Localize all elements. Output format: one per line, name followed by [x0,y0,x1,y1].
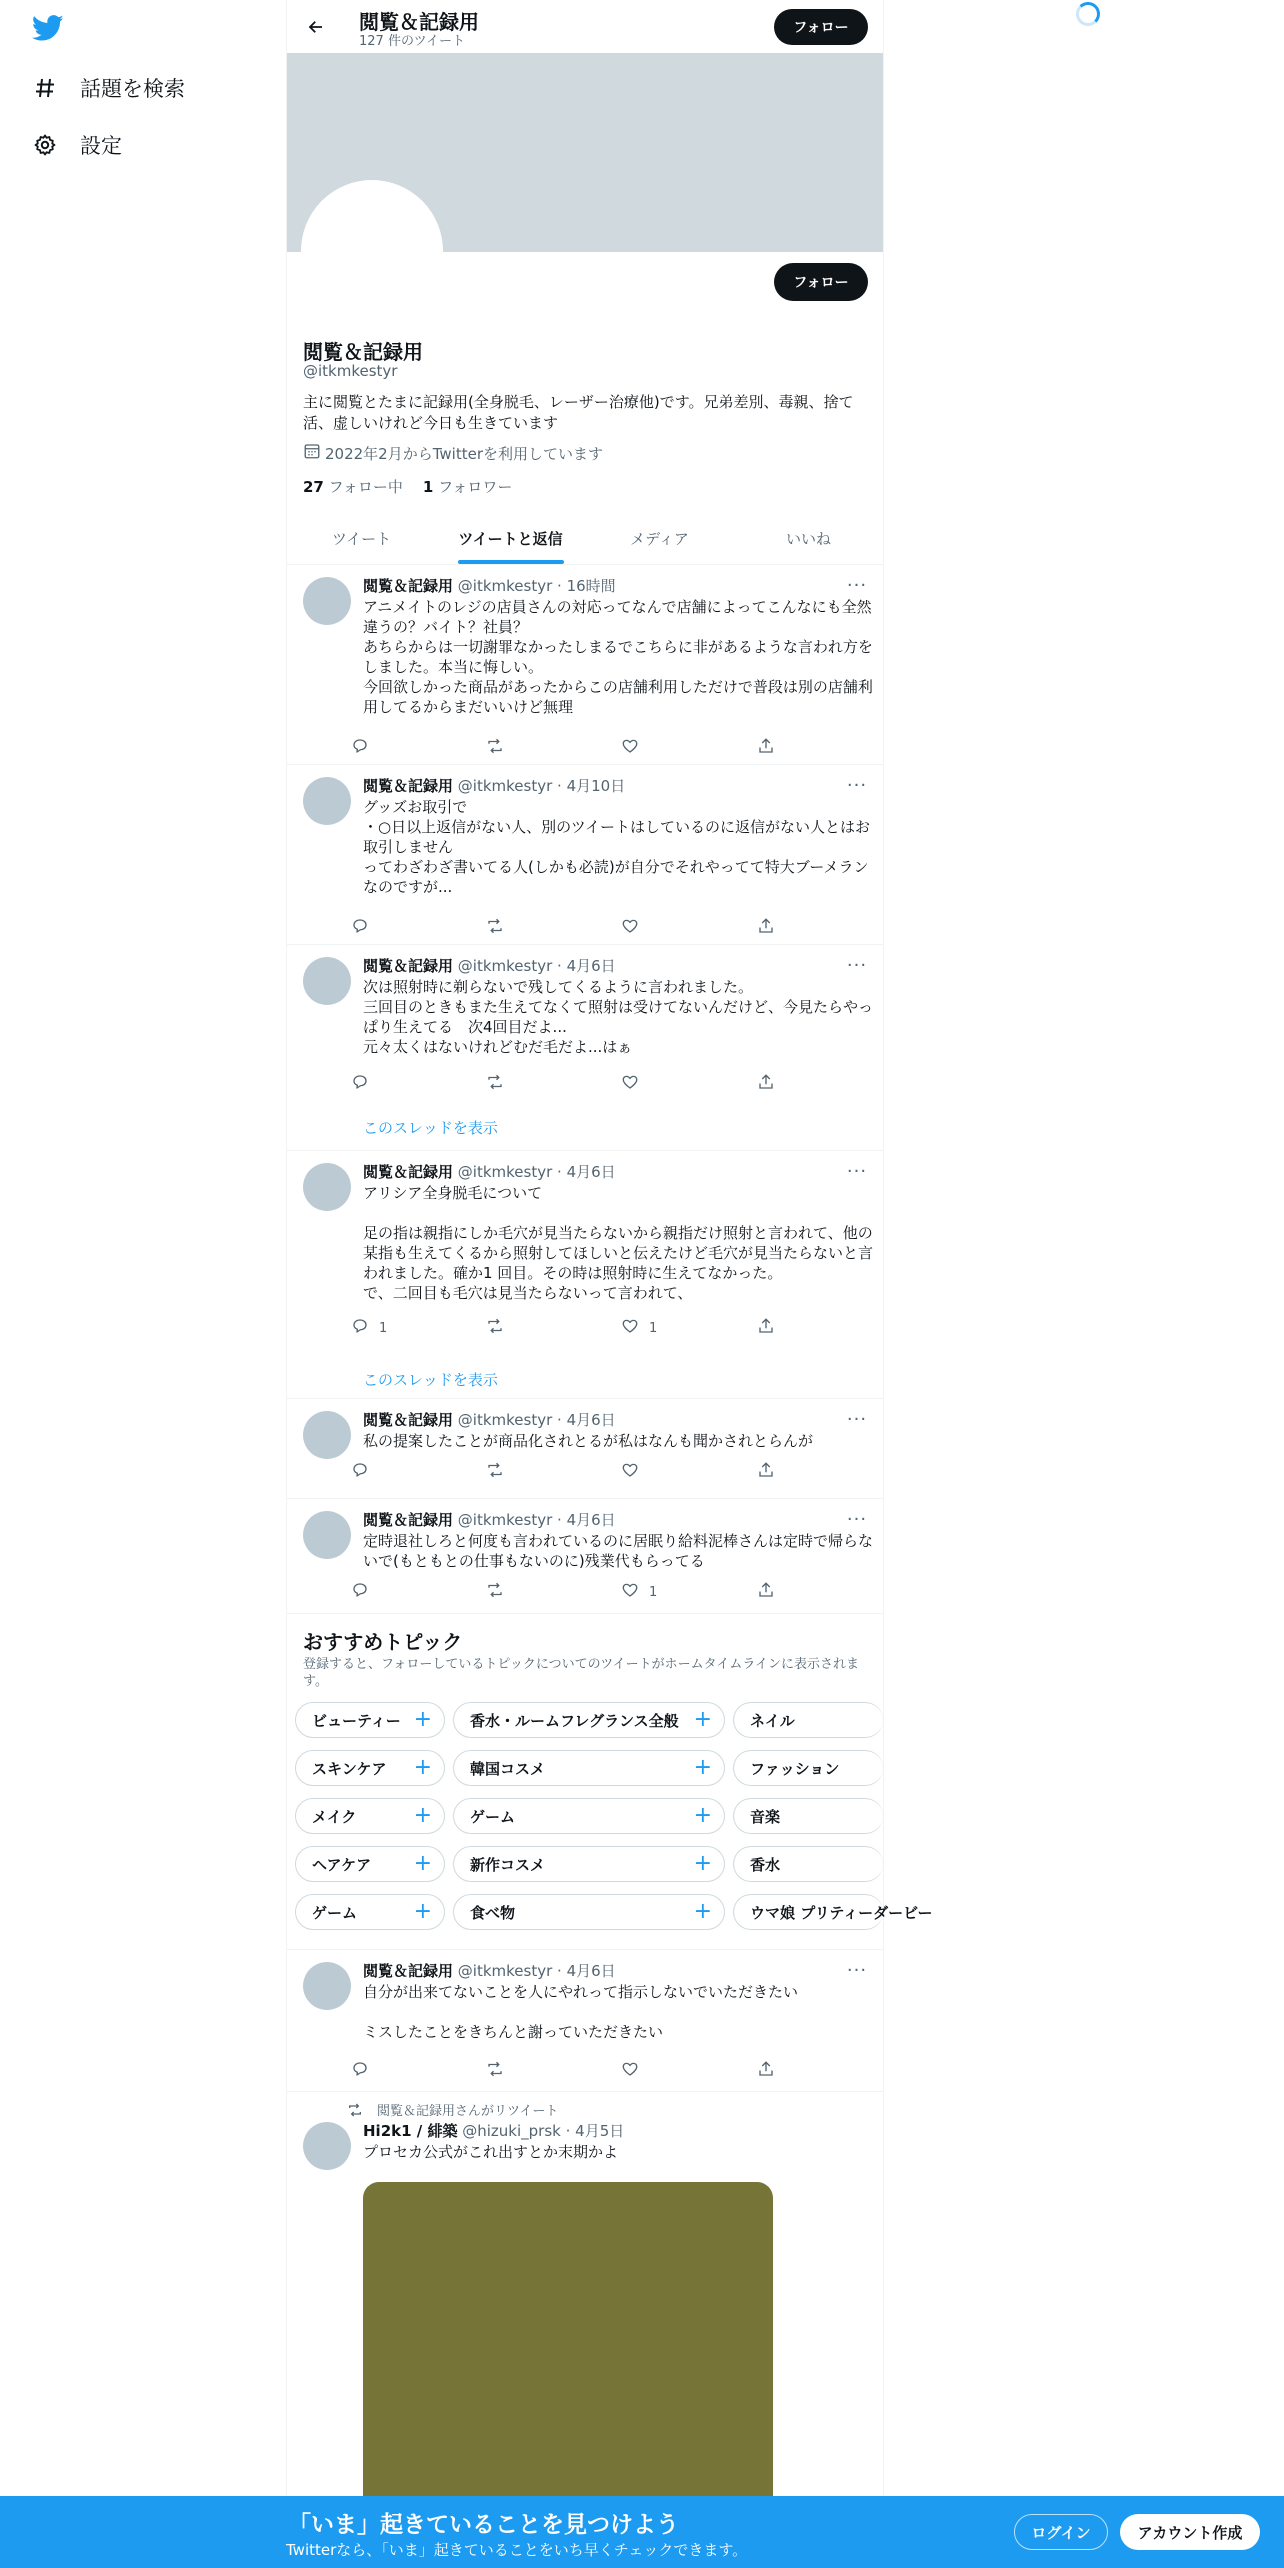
retweet-button[interactable] [485,2056,505,2086]
topics-description: 登録すると、フォローしているトピックについてのツイートがホームタイムラインに表示されます。 [303,1657,860,1689]
more-icon[interactable]: ··· [846,1408,868,1430]
tweet[interactable] [287,1151,883,1399]
following-link[interactable] [303,476,403,497]
retweet-icon [485,1461,505,1483]
share-icon [757,917,775,939]
tweet-avatar[interactable] [303,1163,351,1211]
topic-chip[interactable] [733,1702,883,1738]
reply-button[interactable] [351,1313,387,1343]
topic-chip[interactable] [733,1798,883,1834]
tweet-avatar[interactable] [303,1962,351,2010]
retweet-button[interactable] [485,1313,515,1343]
share-icon [757,737,775,759]
tweet-header [363,775,625,796]
retweet-context-label[interactable]: 閲覧＆記録用さんがリツイート [377,2104,559,2119]
tweet-author-name[interactable]: 閲覧＆記録用 [363,1163,454,1181]
show-thread-link[interactable]: このスレッドを表示 [363,1371,498,1389]
tweet-author-name[interactable]: 閲覧＆記録用 [363,957,454,975]
tweet-actions [351,733,821,763]
like-button[interactable] [621,1069,649,1099]
nav-explore[interactable] [32,68,185,108]
more-icon[interactable]: ··· [846,774,868,796]
calendar-icon [303,442,321,464]
tweet-author-name[interactable]: Hi2k1 / 緋築 [363,2122,458,2140]
tweet-actions [351,913,821,943]
profile-tabs [287,512,883,565]
share-button[interactable] [757,1313,775,1343]
more-icon[interactable]: ··· [846,1508,868,1530]
nav-settings-label: 設定 [80,134,122,158]
retweet-button[interactable] [485,1069,515,1099]
heart-icon [621,1461,639,1483]
like-button[interactable] [621,1457,649,1487]
tweet-text: プロセカ公式がこれ出すとか末期かよ [363,2143,619,2161]
tweet-header [363,1161,616,1182]
tweet-header [363,1960,616,1981]
tweet-avatar[interactable] [303,777,351,825]
signup-button[interactable]: アカウント作成 [1120,2514,1260,2550]
plus-icon[interactable]: + [693,1803,712,1828]
tweet[interactable] [287,765,883,945]
like-button[interactable] [621,1577,657,1607]
more-icon[interactable]: ··· [846,1160,868,1182]
profile-handle: @itkmkestyr [303,362,398,380]
tweet-meta[interactable]: @itkmkestyr · 16時間 [457,577,616,595]
tweet-text: 私の提案したことが商品化されとるが私はなんも聞かされとらんが [363,1432,814,1450]
retweet-button[interactable] [485,1457,515,1487]
tweet[interactable] [287,945,883,1151]
tweet-author-name[interactable]: 閲覧＆記録用 [363,577,454,595]
loading-spinner-icon [1076,2,1100,26]
like-count: 1 [649,1320,658,1336]
topic-chip[interactable] [733,1846,883,1882]
topic-label: 音楽 [750,1807,781,1826]
tweet-media-image[interactable] [363,2182,773,2512]
topic-label: ゲーム [312,1903,358,1922]
tweet-text: アニメイトのレジの店員さんの対応ってなんで店舗によってこんなにも全然違うの？バイト？社員？ あちらからは一切謝罪なかったしまるでこちらに非があるような言われ方をしました。本当に悔しい。 今回欲しかった商品があったからこの店舗利用しただけで普段は別の店舗利用してるからまだいいけど無理 [363,598,873,716]
tweet-meta[interactable]: @itkmkestyr · 4月6日 [457,957,616,975]
plus-icon[interactable]: + [413,1851,432,1876]
topic-label: スキンケア [312,1759,387,1778]
tweet-text: アリシア全身脱毛について 足の指は親指にしか毛穴が見当たらないから親指だけ照射と言われて、他の某指も生えてくるから照射してほしいと伝えたけど毛穴が見当たらないと言われました。確か1 回目。その時は照射時に生えてなかった。 で、二回目も毛穴は見当たらないって言われて、 [363,1184,874,1302]
topic-label: 食べ物 [470,1903,516,1922]
nav-explore-label: 話題を検索 [80,77,185,101]
retweet-icon [485,737,505,759]
topic-label: メイク [312,1807,357,1826]
joined-text: 2022年2月からTwitterを利用しています [325,444,603,463]
tweet-header [363,1509,616,1530]
signup-prompt-bar [0,2496,1284,2568]
reply-icon [351,1581,369,1603]
following-label: フォロー中 [328,478,403,496]
profile-bio: 主に閲覧とたまに記録用(全身脱毛、レーザー治療他)です。兄弟差別、毒親、捨て活、虚しいけれど今日も生きています [303,393,854,432]
tweet-avatar[interactable] [303,957,351,1005]
reply-icon [351,1461,369,1483]
tweet-text: 定時退社しろと何度も言われているのに居眠り給料泥棒さんは定時で帰らないで(もともとの仕事もないのに)残業代もらってる [363,1532,874,1570]
profile-header-bar [287,0,883,53]
tweet-text: グッズお取引で ・○日以上返信がない人、別のツイートはしているのに返信がない人とはお取引しません ってわざわざ書いてる人(しかも必読)が自分でそれやってて特大ブーメランなのですが... [363,798,871,896]
tweet-avatar[interactable] [303,1411,351,1459]
plus-icon[interactable]: + [693,1851,712,1876]
header-tweet-count: 127 件のツイート [359,34,466,49]
retweet-button[interactable] [485,913,515,943]
share-icon [757,1073,775,1095]
tweet-meta[interactable]: @itkmkestyr · 4月6日 [457,1163,616,1181]
tweet-actions [351,1457,821,1487]
header-title: 閲覧＆記録用 [359,10,479,34]
topic-chip[interactable] [453,1750,725,1786]
tweet-text: 自分が出来てないことを人にやれって指示しないでいただきたい ミスしたことをきちんと謝っていただきたい [363,1983,799,2041]
tweet-meta[interactable]: @hizuki_prsk · 4月5日 [462,2122,625,2140]
tweet-actions [351,2056,821,2086]
profile-name: 閲覧＆記録用 [303,340,423,364]
topic-label: 新作コスメ [470,1855,546,1874]
tweet-meta[interactable]: @itkmkestyr · 4月6日 [457,1511,616,1529]
nav-settings[interactable] [32,125,122,165]
tweet-author-name[interactable]: 閲覧＆記録用 [363,1962,454,1980]
prompt-subtitle: Twitterなら、「いま」起きていることをいち早くチェックできます。 [286,2541,748,2559]
twitter-logo-icon[interactable] [32,12,64,44]
tweet-text: 次は照射時に剃らないで残してくるように言われました。 三回目のときもまた生えてなくて照射は受けてないんだけど、今見たらやっぱり生えてる 次4回目だよ... 元々太くはないけれどむだ毛だよ...はぁ [363,978,874,1056]
heart-icon [621,737,639,759]
share-button[interactable] [757,733,775,763]
plus-icon[interactable]: + [413,1755,432,1780]
retweet-icon [485,1073,505,1095]
topic-label: ヘアケア [312,1855,372,1874]
retweet-icon [485,1581,505,1603]
topic-chip[interactable] [453,1894,725,1930]
plus-icon[interactable]: + [693,1899,712,1924]
share-button[interactable] [757,1457,775,1487]
tweet-avatar[interactable] [303,2122,351,2170]
retweeted-tweet[interactable] [287,2092,883,2496]
topic-label: ビューティー [312,1711,401,1730]
topics-title: おすすめトピック [303,1630,463,1654]
share-icon [757,1317,775,1339]
plus-icon[interactable]: + [693,1755,712,1780]
heart-icon [621,1581,639,1603]
topic-chip[interactable] [295,1750,445,1786]
reply-count: 1 [379,1320,388,1336]
share-button[interactable] [757,2056,775,2086]
retweet-button[interactable] [485,1577,515,1607]
like-button[interactable] [621,733,649,763]
share-icon [757,2060,775,2082]
tweet[interactable] [287,1950,883,2092]
retweet-icon [485,1317,505,1339]
tweet-actions [351,1313,821,1343]
heart-icon [621,1317,639,1339]
retweet-icon [485,917,505,939]
header-follow-button[interactable]: フォロー [774,9,868,45]
like-button[interactable] [621,913,649,943]
reply-button[interactable] [351,733,379,763]
recommended-topics [287,1614,933,1950]
like-count: 1 [649,1584,658,1600]
topic-chip[interactable] [453,1702,725,1738]
tweet[interactable] [287,1499,883,1614]
tweet-avatar[interactable] [303,1511,351,1559]
topic-chip[interactable] [733,1750,883,1786]
like-button[interactable] [621,2056,639,2086]
back-arrow-icon[interactable] [301,12,331,42]
more-icon[interactable]: ··· [846,954,868,976]
like-button[interactable] [621,1313,657,1343]
topic-chip[interactable] [295,1846,445,1882]
topic-label: ファッション [750,1759,840,1778]
reply-icon [351,1073,369,1095]
tab-tweets-and-replies[interactable]: ツイートと返信 [436,512,585,564]
tweet-author-name[interactable]: 閲覧＆記録用 [363,1411,454,1429]
retweet-context [333,2100,558,2119]
retweet-button[interactable] [485,733,515,763]
topic-chip[interactable] [453,1798,725,1834]
retweet-icon [333,2102,363,2118]
profile-counts [303,476,512,497]
tab-media[interactable]: メディア [630,529,689,548]
tweet-meta[interactable]: @itkmkestyr · 4月10日 [457,777,626,795]
topic-chip[interactable] [733,1894,933,1930]
share-icon [757,1461,775,1483]
topic-label: 香水 [750,1855,781,1874]
more-icon[interactable]: ··· [846,574,868,596]
following-count: 27 [303,478,324,496]
reply-icon [351,917,369,939]
tab-tweets[interactable]: ツイート [331,529,392,548]
reply-button[interactable] [351,1069,379,1099]
topic-label: 韓国コスメ [470,1759,546,1778]
tweet[interactable] [287,1399,883,1499]
prompt-title: 「いま」起きていることを見つけよう [288,2512,679,2538]
profile-avatar[interactable] [301,180,443,322]
heart-icon [621,917,639,939]
tweet-header [363,2120,624,2141]
tweet-meta[interactable]: @itkmkestyr · 4月6日 [457,1411,616,1429]
reply-icon [351,737,369,759]
tweet[interactable] [287,565,883,765]
topic-label: ゲーム [470,1807,516,1826]
reply-icon [351,1317,369,1339]
tweet-header [363,575,616,596]
tweet-header [363,1409,616,1430]
topic-label: ネイル [750,1711,795,1730]
gear-icon [32,132,58,158]
topic-chip[interactable] [295,1894,445,1930]
followers-link[interactable] [423,476,512,497]
share-button[interactable] [757,1577,775,1607]
tweet-avatar[interactable] [303,577,351,625]
plus-icon[interactable]: + [413,1707,432,1732]
profile-joined [303,442,603,464]
heart-icon [621,2060,639,2082]
topic-label: ウマ娘 プリティーダービー [750,1903,933,1922]
tweet-actions [351,1069,821,1099]
heart-icon [621,1073,639,1095]
topic-chip[interactable] [295,1798,445,1834]
plus-icon[interactable]: + [413,1899,432,1924]
hash-icon [32,75,58,101]
plus-icon[interactable]: + [693,1707,712,1732]
reply-button[interactable] [351,1577,379,1607]
share-icon [757,1581,775,1603]
tweet-author-name[interactable]: 閲覧＆記録用 [363,1511,454,1529]
profile-follow-button[interactable]: フォロー [774,263,868,301]
reply-button[interactable] [351,913,379,943]
tab-likes[interactable]: いいね [785,529,831,548]
topic-chip[interactable] [295,1702,445,1738]
plus-icon[interactable]: + [413,1803,432,1828]
retweet-icon [485,2060,505,2082]
followers-count: 1 [422,478,434,496]
main-column [286,0,933,2568]
topic-chip[interactable] [453,1846,725,1882]
topic-label: 香水・ルームフレグランス全般 [470,1711,679,1730]
login-button[interactable]: ログイン [1014,2514,1108,2550]
tweet-meta[interactable]: @itkmkestyr · 4月6日 [457,1962,616,1980]
reply-icon [351,2060,369,2082]
followers-label: フォロワー [438,478,513,496]
reply-button[interactable] [351,1457,379,1487]
show-thread-link[interactable]: このスレッドを表示 [363,1119,498,1137]
reply-button[interactable] [351,2056,369,2086]
tweet-author-name[interactable]: 閲覧＆記録用 [363,777,454,795]
share-button[interactable] [757,1069,775,1099]
share-button[interactable] [757,913,775,943]
more-icon[interactable]: ··· [846,1959,868,1981]
tweet-header [363,955,616,976]
tweet-actions [351,1577,821,1607]
